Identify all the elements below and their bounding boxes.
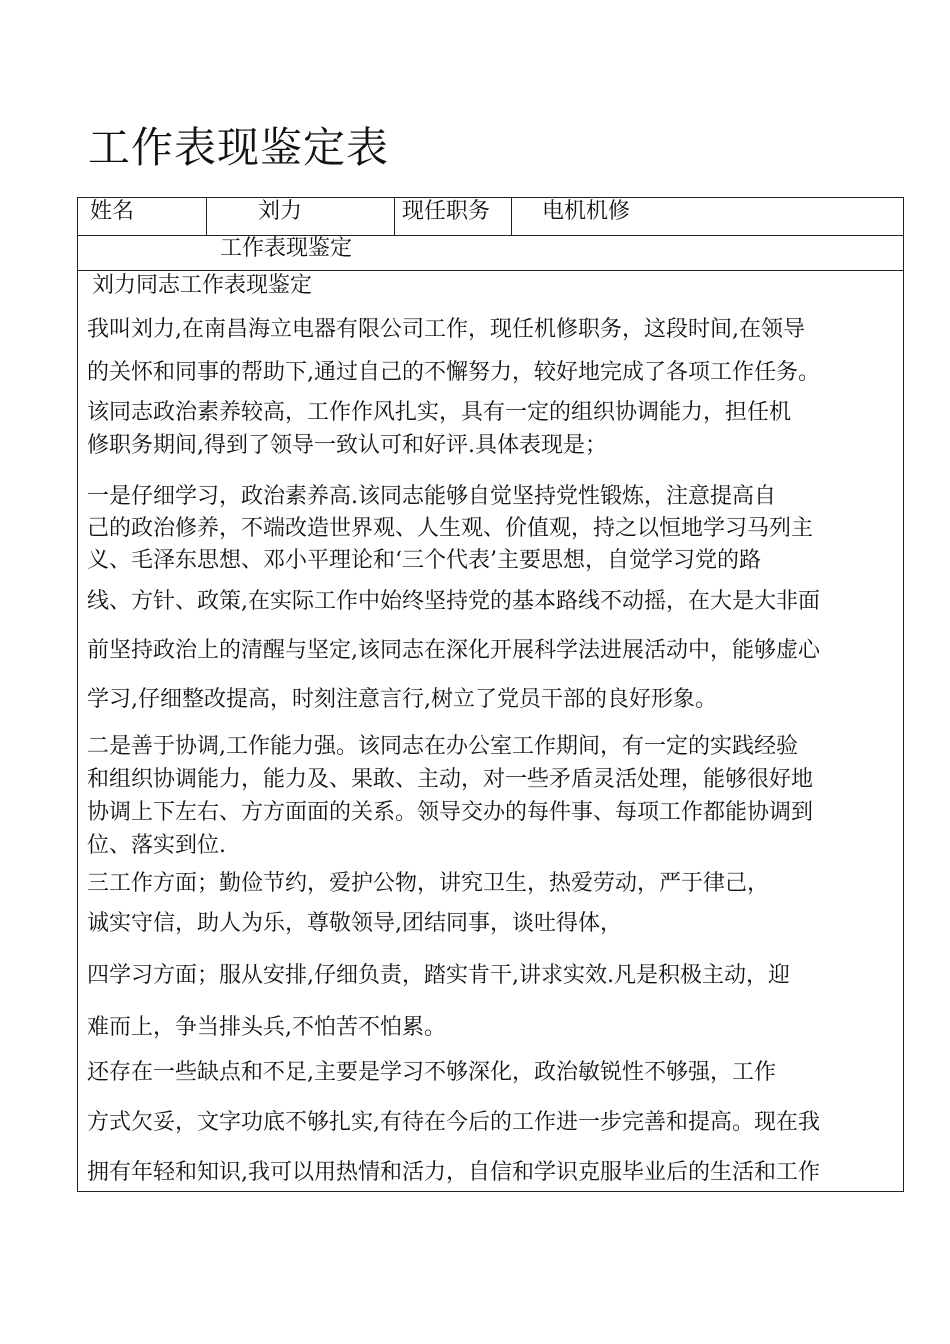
paragraph-intro (87, 308, 899, 394)
text-line: 二是善于协调,工作能力强。该同志在办公室工作期间，有一定的实践经验 (87, 734, 798, 759)
name-label: 姓名 (90, 199, 135, 224)
row-divider (78, 235, 903, 236)
paragraph-political-cont (87, 577, 899, 724)
position-value: 电机机修 (542, 199, 631, 224)
paragraph-study (87, 950, 899, 1054)
section-label: 工作表现鉴定 (220, 236, 353, 261)
text-line: 己的政治修养，不端改造世界观、人生观、价值观，持之以恒地学习马列主 (87, 516, 814, 541)
text-line: 义、毛泽东思想、邓小平理论和‘三个代表’主要思想，自觉学习党的路 (87, 548, 761, 573)
text-line: 修职务期间,得到了领导一致认可和好评.具体表现是； (87, 433, 607, 458)
column-divider (206, 198, 207, 236)
paragraph-work (87, 864, 899, 944)
text-line: 方式欠妥，文字功底不够扎实,有待在今后的工作进一步完善和提高。现在我 (87, 1110, 820, 1135)
document-title: 工作表现鉴定表 (88, 123, 390, 172)
name-value: 刘力 (258, 199, 303, 224)
paragraph-coordination (87, 730, 899, 862)
text-line: 四学习方面；服从安排,仔细负责，踏实肯干,讲求实效.凡是积极主动，迎 (87, 963, 790, 988)
text-line: 的关怀和同事的帮助下,通过自己的不懈努力，较好地完成了各项工作任务。 (87, 360, 820, 385)
paragraph-shortcomings (87, 1048, 899, 1198)
text-line: 还存在一些缺点和不足,主要是学习不够深化，政治敏锐性不够强，工作 (87, 1060, 776, 1085)
body-heading: 刘力同志工作表现鉴定 (92, 273, 313, 298)
text-line: 位、落实到位. (87, 833, 226, 858)
column-divider (511, 198, 512, 236)
text-line: 和组织协调能力，能力及、果敢、主动，对一些矛盾灵活处理，能够很好地 (87, 767, 814, 792)
text-line: 一是仔细学习，政治素养高.该同志能够自觉坚持党性锻炼，注意提高自 (87, 484, 776, 509)
text-line: 我叫刘力,在南昌海立电器有限公司工作，现任机修职务，这段时间,在领导 (87, 317, 805, 342)
text-line: 学习,仔细整改提高，时刻注意言行,树立了党员干部的良好形象。 (87, 687, 717, 712)
paragraph-political (87, 481, 899, 577)
text-line: 诚实守信，助人为乐，尊敬领导,团结同事，谈吐得体， (87, 911, 622, 936)
text-line: 难而上，争当排头兵,不怕苦不怕累。 (87, 1015, 446, 1040)
column-divider (394, 198, 395, 236)
text-line: 三工作方面；勤俭节约，爱护公物，讲究卫生，热爱劳动，严于律己， (87, 871, 770, 896)
text-line: 拥有年轻和知识,我可以用热情和活力，自信和学识克服毕业后的生活和工作 (87, 1160, 820, 1185)
text-line: 前坚持政治上的清醒与坚定,该同志在深化开展科学法进展活动中，能够虚心 (87, 638, 820, 663)
text-line: 线、方针、政策,在实际工作中始终坚持党的基本路线不动摇，在大是大非面 (87, 589, 820, 614)
position-label: 现任职务 (402, 199, 491, 224)
paragraph-summary (87, 396, 899, 462)
row-divider (78, 270, 903, 271)
text-line: 协调上下左右、方方面面的关系。领导交办的每件事、每项工作都能协调到 (87, 800, 814, 825)
text-line: 该同志政治素养较高，工作作风扎实，具有一定的组织协调能力，担任机 (87, 400, 792, 425)
